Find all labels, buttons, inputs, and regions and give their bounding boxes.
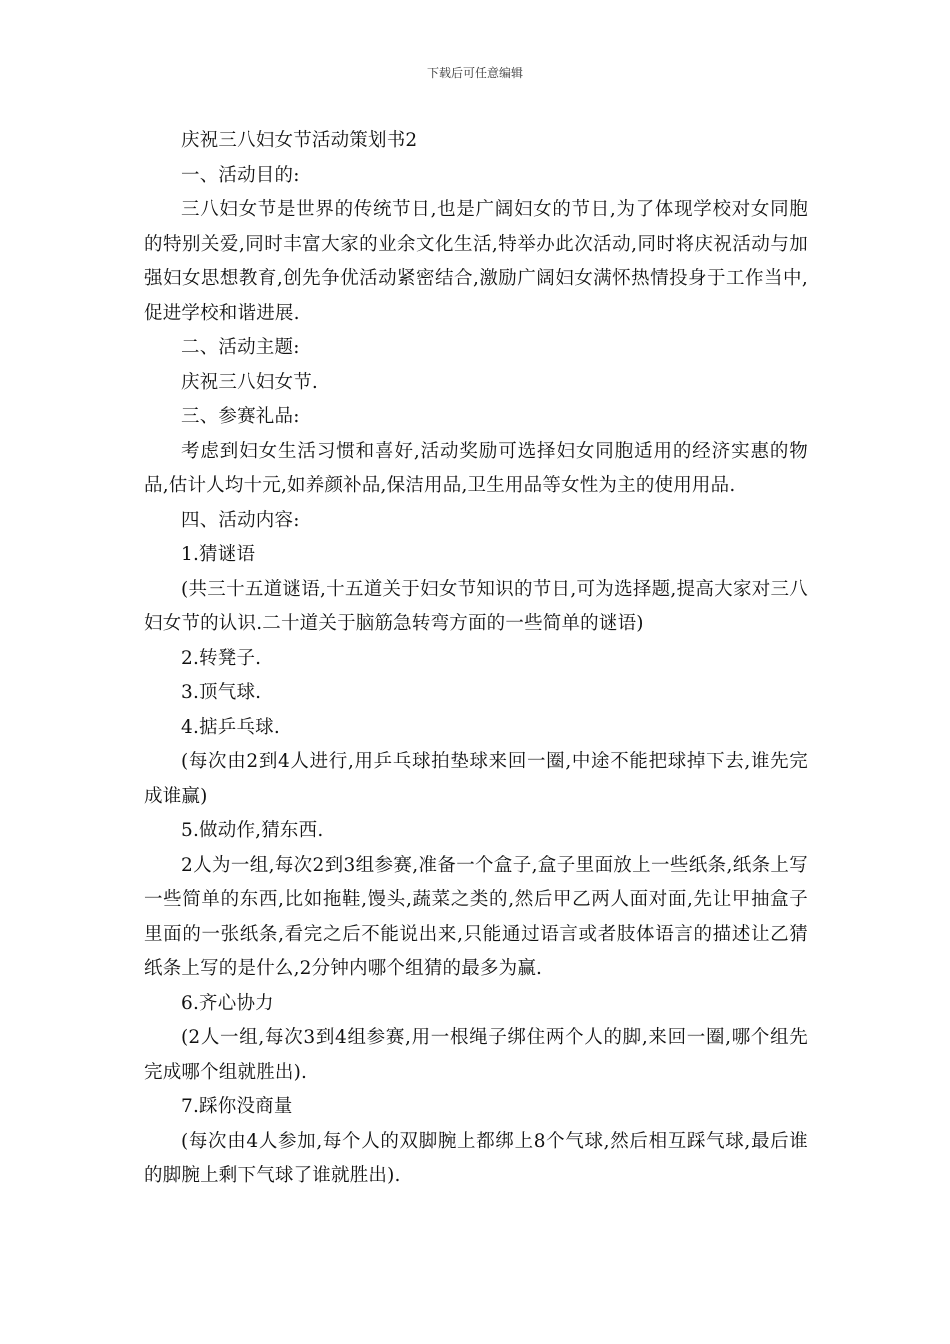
section-heading-purpose: 一、活动目的: bbox=[181, 164, 300, 186]
document-body bbox=[144, 124, 808, 1194]
paragraph-prizes: 考虑到妇女生活习惯和喜好,活动奖励可选择妇女同胞适用的经济实惠的物品,估计人均十元,如养颜补品,保洁用品,卫生用品等女性为主的使用用品. bbox=[144, 440, 808, 496]
paragraph-pingpong-detail: (每次由2到4人进行,用乒乓球拍垫球来回一圈,中途不能把球掉下去,谁先完成谁赢) bbox=[144, 751, 808, 807]
paragraph-charades-detail: 2人为一组,每次2到3组参赛,准备一个盒子,盒子里面放上一些纸条,纸条上写一些简单的东西,比如拖鞋,馒头,蔬菜之类的,然后甲乙两人面对面,先让甲抽盒子里面的一张纸条,看完之后不能说出来,只能通过语言或者肢体语言的描述让乙猜纸条上写的是什么,2分钟内哪个组猜的最多为赢. bbox=[144, 854, 808, 979]
list-item-riddles: 1.猜谜语 bbox=[181, 544, 256, 565]
section-heading-prizes: 三、参赛礼品: bbox=[181, 406, 300, 427]
list-item-pingpong: 4.掂乒乓球. bbox=[181, 716, 280, 738]
list-item-stomp: 7.踩你没商量 bbox=[181, 1096, 293, 1117]
page-header-note: 下载后可任意编辑 bbox=[426, 66, 523, 80]
paragraph-stomp-detail: (每次由4人参加,每个人的双脚腕上都绑上8个气球,然后相互踩气球,最后谁的脚腕上剩下气球了谁就胜出). bbox=[144, 1130, 808, 1186]
paragraph-teamwork-detail: (2人一组,每次3到4组参赛,用一根绳子绑住两个人的脚,来回一圈,哪个组先完成哪个组就胜出). bbox=[144, 1027, 808, 1083]
section-heading-theme: 二、活动主题: bbox=[181, 337, 300, 358]
list-item-charades: 5.做动作,猜东西. bbox=[181, 820, 324, 841]
list-item-stool: 2.转凳子. bbox=[181, 647, 262, 669]
list-item-teamwork: 6.齐心协力 bbox=[181, 992, 274, 1014]
paragraph-riddles-detail: (共三十五道谜语,十五道关于妇女节知识的节日,可为选择题,提高大家对三八妇女节的认识.二十道关于脑筋急转弯方面的一些简单的谜语) bbox=[144, 578, 808, 634]
list-item-balloon: 3.顶气球. bbox=[181, 682, 262, 703]
paragraph-purpose: 三八妇女节是世界的传统节日,也是广阔妇女的节日,为了体现学校对女同胞的特别关爱,同时丰富大家的业余文化生活,特举办此次活动,同时将庆祝活动与加强妇女思想教育,创先争优活动紧密结合,激励广阔妇女满怀热情投身于工作当中,促进学校和谐进展. bbox=[144, 199, 808, 324]
document-title: 庆祝三八妇女节活动策划书2 bbox=[181, 130, 418, 151]
paragraph-theme: 庆祝三八妇女节. bbox=[181, 371, 318, 393]
section-heading-content: 四、活动内容: bbox=[181, 509, 300, 531]
